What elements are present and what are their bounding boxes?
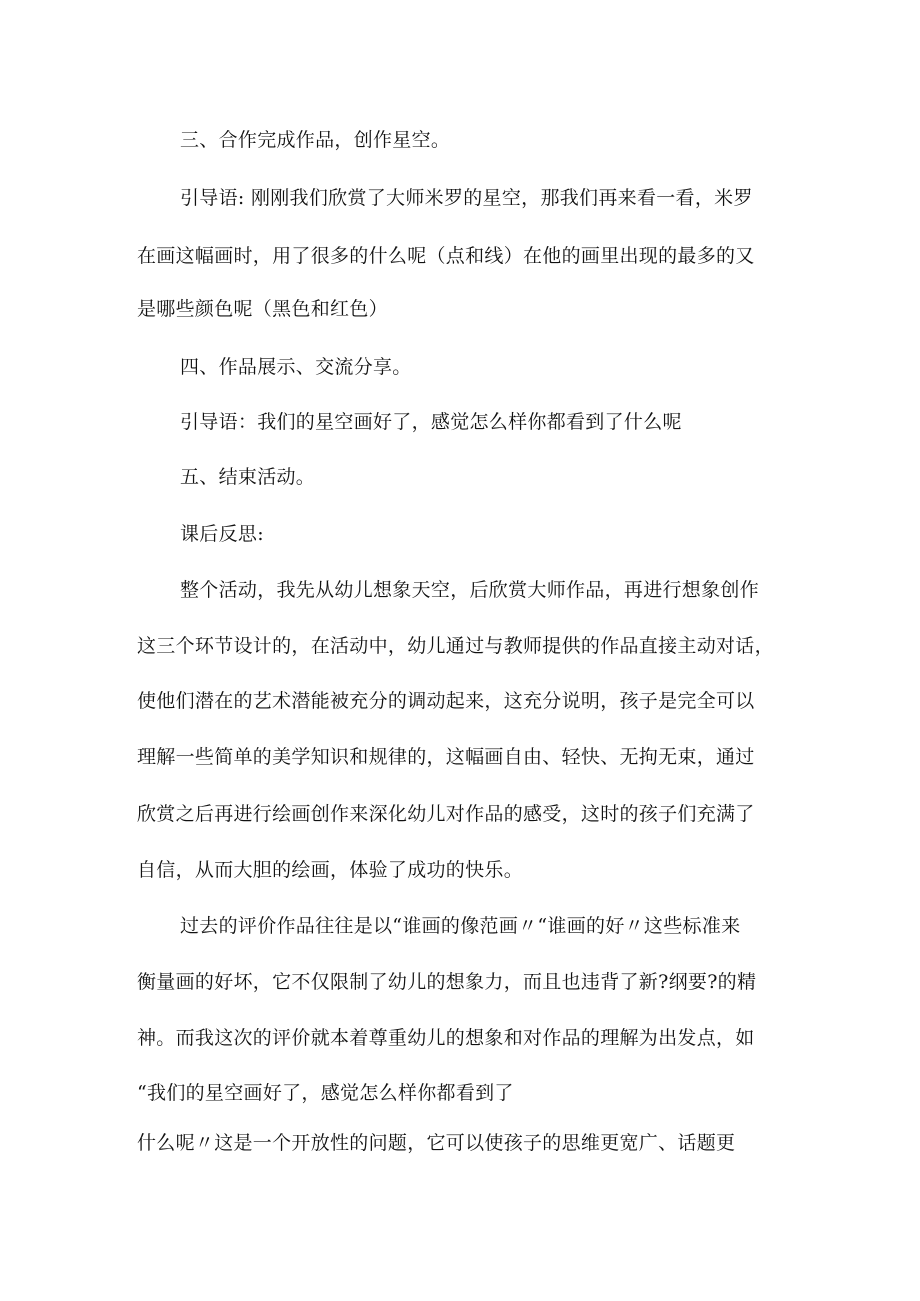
paragraph-line: 这三个环节设计的，在活动中，幼儿通过与教师提供的作品直接主动对话，: [137, 635, 774, 657]
section-heading-3: 三、合作完成作品，创作星空。: [180, 129, 451, 151]
paragraph-line: 引导语：我们的星空画好了，感觉怎么样你都看到了什么呢: [180, 411, 682, 433]
section-heading-4: 四、作品展示、交流分享。: [180, 356, 412, 378]
paragraph-line: 欣赏之后再进行绘画创作来深化幼儿对作品的感受，这时的孩子们充满了: [137, 803, 755, 825]
paragraph-line: 衡量画的好坏，它不仅限制了幼儿的想象力，而且也违背了新?纲要?的精: [137, 971, 757, 993]
section-heading-5: 五、结束活动。: [180, 466, 316, 488]
paragraph-line: “我们的星空画好了，感觉怎么样你都看到了: [137, 1082, 514, 1104]
reflection-heading: 课后反思:: [180, 523, 264, 545]
paragraph-line: 神。而我这次的评价就本着尊重幼儿的想象和对作品的理解为出发点，如: [137, 1027, 755, 1049]
paragraph-line: 是哪些颜色呢（黑色和红色）: [137, 298, 388, 320]
paragraph-line: 在画这幅画时，用了很多的什么呢（点和线）在他的画里出现的最多的又: [137, 245, 755, 267]
paragraph-line: 什么呢〃这是一个开放性的问题，它可以使孩子的思维更宽广、话题更: [137, 1132, 736, 1154]
paragraph-line: 引导语: 刚刚我们欣赏了大师米罗的星空，那我们再来看一看，米罗: [180, 187, 753, 209]
paragraph-line: 理解一些简单的美学知识和规律的，这幅画自由、轻快、无拘无束，通过: [137, 746, 755, 768]
paragraph-line: 过去的评价作品往往是以“谁画的像范画〃“谁画的好〃这些标准来: [180, 915, 741, 937]
paragraph-line: 使他们潜在的艺术潜能被充分的调动起来，这充分说明，孩子是完全可以: [137, 690, 755, 712]
paragraph-line: 自信，从而大胆的绘画，体验了成功的快乐。: [137, 859, 524, 881]
paragraph-line: 整个活动，我先从幼儿想象天空，后欣赏大师作品，再进行想象创作: [180, 579, 760, 601]
